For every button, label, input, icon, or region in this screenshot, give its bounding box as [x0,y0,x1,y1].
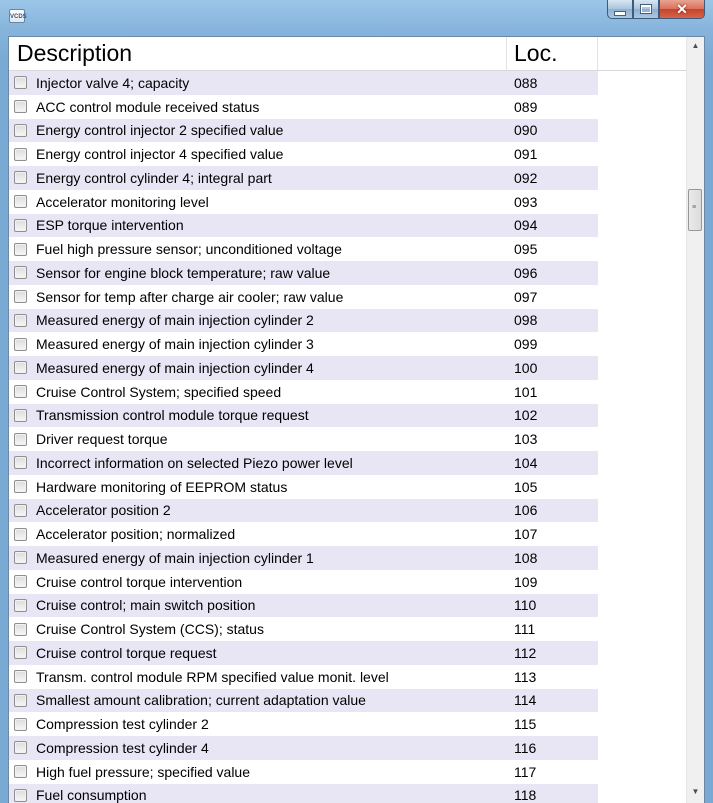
row-checkbox[interactable] [14,575,27,588]
row-location: 097 [514,288,538,305]
list-item[interactable] [9,404,687,428]
app-icon[interactable]: VCDS [9,9,25,23]
list-item[interactable] [9,380,687,404]
row-checkbox[interactable] [14,195,27,208]
row-description: Cruise Control System (CCS); status [36,621,264,638]
list-item[interactable] [9,71,687,95]
row-description: Accelerator position 2 [36,502,171,519]
row-location: 092 [514,169,538,186]
row-location: 102 [514,407,538,424]
window-controls [607,0,705,20]
list-item[interactable] [9,736,687,760]
row-location: 089 [514,98,538,115]
row-checkbox[interactable] [14,171,27,184]
row-checkbox[interactable] [14,243,27,256]
row-location: 090 [514,122,538,139]
vertical-scrollbar[interactable] [686,37,704,803]
row-location: 104 [514,454,538,471]
row-location: 112 [514,644,537,661]
maximize-icon [640,4,652,14]
row-checkbox[interactable] [14,148,27,161]
list-rows [9,71,687,803]
row-location: 100 [514,359,538,376]
row-checkbox[interactable] [14,528,27,541]
row-location: 111 [514,621,536,638]
column-header-location[interactable]: Loc. [507,37,598,70]
row-location: 103 [514,431,538,448]
row-location: 115 [514,716,537,733]
minimize-icon [614,11,626,16]
row-description: Measured energy of main injection cylinder 3 [36,336,314,353]
row-location: 091 [514,146,538,163]
row-checkbox[interactable] [14,623,27,636]
list-item[interactable] [9,261,687,285]
list-item[interactable] [9,712,687,736]
row-location: 101 [514,383,538,400]
row-location: 098 [514,312,538,329]
row-checkbox[interactable] [14,504,27,517]
row-checkbox[interactable] [14,124,27,137]
row-location: 118 [514,787,537,803]
row-checkbox[interactable] [14,718,27,731]
list-item[interactable] [9,570,687,594]
row-checkbox[interactable] [14,765,27,778]
list-header [9,37,687,71]
row-checkbox[interactable] [14,338,27,351]
scrollbar-thumb[interactable] [688,189,702,231]
row-location: 109 [514,573,538,590]
row-checkbox[interactable] [14,551,27,564]
row-location: 110 [514,597,537,614]
row-checkbox[interactable] [14,314,27,327]
row-checkbox[interactable] [14,694,27,707]
row-description: ACC control module received status [36,98,260,115]
list-item[interactable] [9,594,687,618]
list-item[interactable] [9,665,687,689]
list-item[interactable] [9,451,687,475]
list-item[interactable] [9,475,687,499]
row-description: Sensor for temp after charge air cooler; raw value [36,288,344,305]
row-description: Energy control injector 4 specified value [36,146,284,163]
list-item[interactable] [9,689,687,713]
row-location: 106 [514,502,538,519]
row-checkbox[interactable] [14,480,27,493]
minimize-button[interactable] [607,0,633,19]
list-item[interactable] [9,142,687,166]
row-location: 117 [514,763,537,780]
row-location: 107 [514,526,538,543]
list-item[interactable] [9,332,687,356]
list-item[interactable] [9,427,687,451]
row-location: 116 [514,739,537,756]
row-description: Sensor for engine block temperature; raw value [36,264,331,281]
row-checkbox[interactable] [14,219,27,232]
title-bar[interactable] [0,0,713,36]
list-item[interactable] [9,309,687,333]
row-description: ESP torque intervention [36,217,184,234]
maximize-button[interactable] [633,0,659,19]
row-description: Accelerator position; normalized [36,526,236,543]
list-item[interactable] [9,641,687,665]
list-item[interactable] [9,522,687,546]
list-item[interactable] [9,499,687,523]
client-area [8,36,705,803]
grip-icon: ≡ [692,204,697,211]
column-header-description[interactable]: Description [9,37,507,70]
row-checkbox[interactable] [14,646,27,659]
row-description: Compression test cylinder 4 [36,739,209,756]
list-item[interactable] [9,356,687,380]
row-description: High fuel pressure; specified value [36,763,251,780]
row-location: 088 [514,74,538,91]
row-checkbox[interactable] [14,599,27,612]
list-item[interactable] [9,760,687,784]
row-location: 099 [514,336,538,353]
list-item[interactable] [9,214,687,238]
row-description: Cruise control; main switch position [36,597,256,614]
row-checkbox[interactable] [14,385,27,398]
list-item[interactable] [9,95,687,119]
list-item[interactable] [9,237,687,261]
row-description: Cruise Control System; specified speed [36,383,282,400]
row-description: Smallest amount calibration; current adaptation value [36,692,366,709]
list-item[interactable] [9,617,687,641]
row-description: Transm. control module RPM specified value monit. level [36,668,389,685]
row-checkbox[interactable] [14,290,27,303]
row-description: Accelerator monitoring level [36,193,209,210]
row-description: Driver request torque [36,431,168,448]
row-description: Transmission control module torque request [36,407,309,424]
row-checkbox[interactable] [14,741,27,754]
close-button[interactable] [659,0,705,19]
list-item[interactable] [9,190,687,214]
list-item[interactable] [9,166,687,190]
scroll-down-arrow-icon[interactable]: ▼ [691,787,700,796]
row-checkbox[interactable] [14,456,27,469]
row-description: Cruise control torque intervention [36,573,243,590]
row-checkbox[interactable] [14,266,27,279]
row-description: Measured energy of main injection cylinder 1 [36,549,314,566]
row-description: Incorrect information on selected Piezo power level [36,454,353,471]
row-checkbox[interactable] [14,76,27,89]
column-header-filler [598,37,687,70]
row-location: 094 [514,217,538,234]
row-location: 105 [514,478,538,495]
list-item[interactable] [9,285,687,309]
row-location: 096 [514,264,538,281]
row-description: Fuel high pressure sensor; unconditioned voltage [36,241,342,258]
row-description: Measured energy of main injection cylinder 4 [36,359,314,376]
row-location: 095 [514,241,538,258]
row-description: Injector valve 4; capacity [36,74,190,91]
list-item[interactable] [9,784,687,803]
row-description: Cruise control torque request [36,644,217,661]
row-checkbox[interactable] [14,789,27,802]
row-location: 114 [514,692,537,709]
row-location: 093 [514,193,538,210]
row-checkbox[interactable] [14,670,27,683]
row-description: Measured energy of main injection cylinder 2 [36,312,314,329]
row-description: Compression test cylinder 2 [36,716,209,733]
row-checkbox[interactable] [14,361,27,374]
row-description: Energy control injector 2 specified value [36,122,284,139]
row-description: Fuel consumption [36,787,147,803]
list-item[interactable] [9,119,687,143]
list-item[interactable] [9,546,687,570]
close-icon: ✕ [676,0,688,17]
measuring-block-list[interactable] [9,37,687,803]
row-description: Hardware monitoring of EEPROM status [36,478,288,495]
row-checkbox[interactable] [14,409,27,422]
row-checkbox[interactable] [14,100,27,113]
scroll-up-arrow-icon[interactable]: ▲ [691,41,700,50]
row-description: Energy control cylinder 4; integral part [36,169,272,186]
row-checkbox[interactable] [14,433,27,446]
row-location: 113 [514,668,537,685]
row-location: 108 [514,549,538,566]
